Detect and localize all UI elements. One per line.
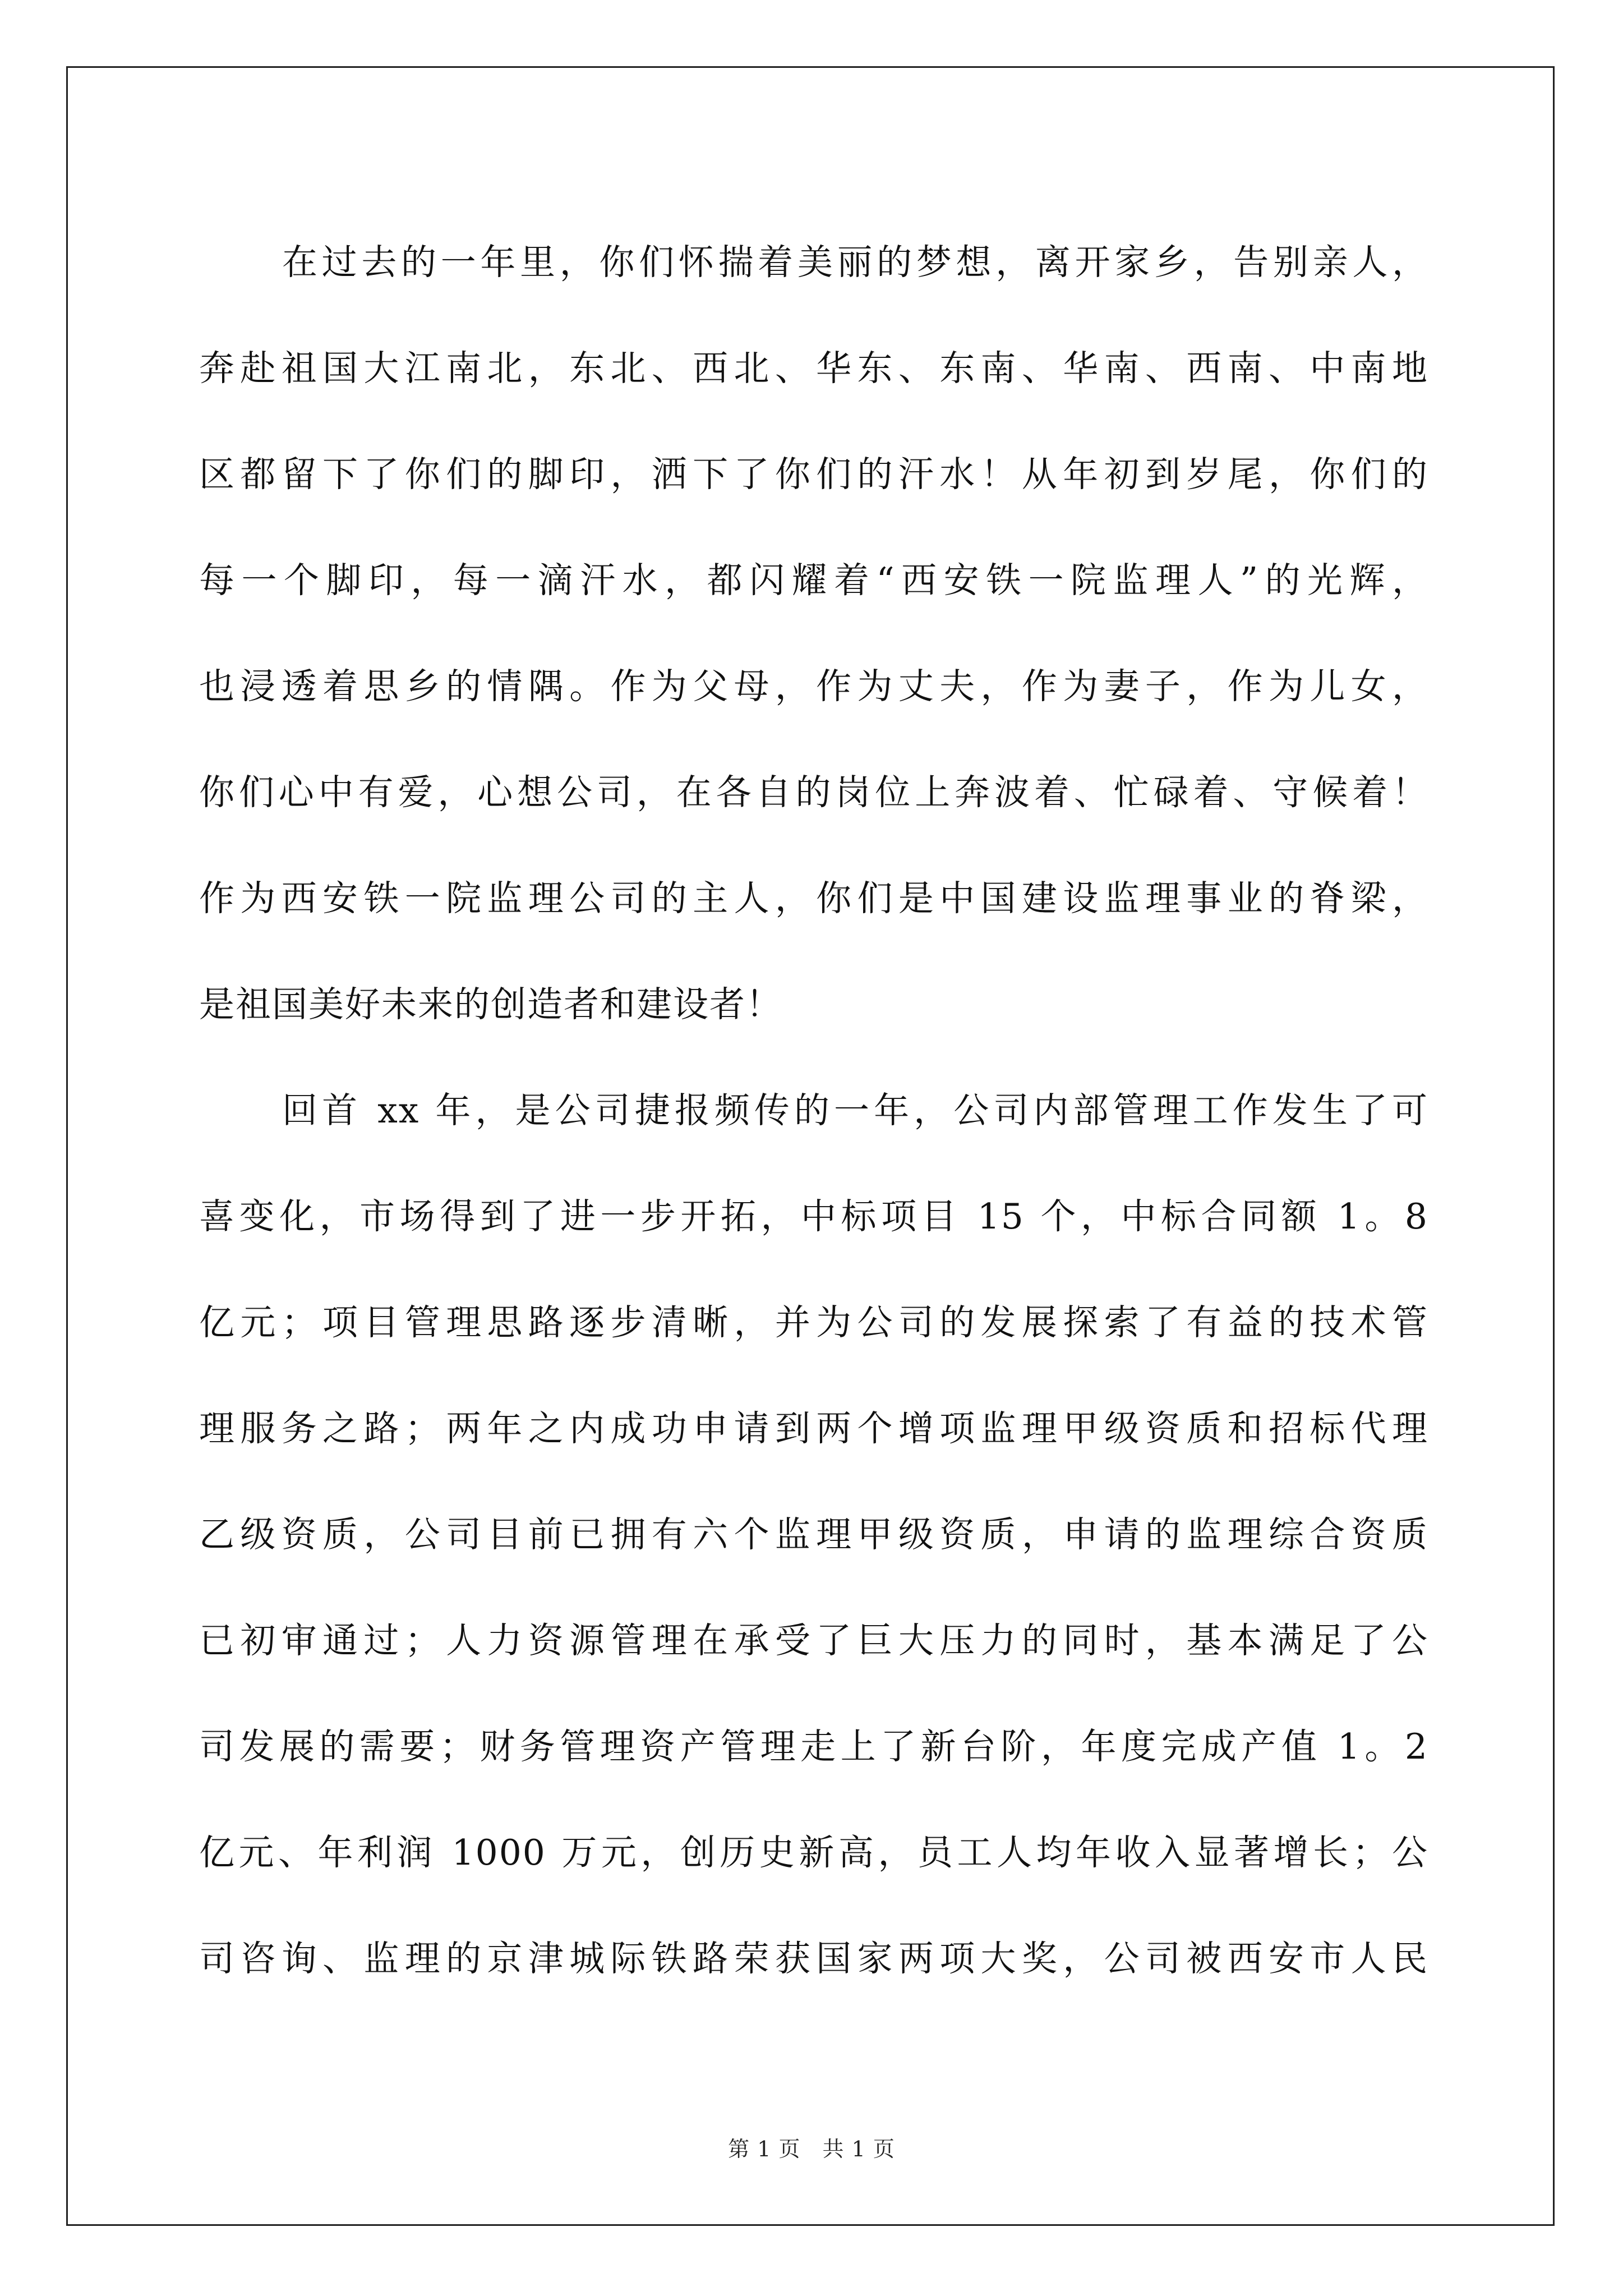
paragraph-line: 理服务之路；两年之内成功申请到两个增项监理甲级资质和招标代理: [199, 1408, 1428, 1449]
paragraph-line: 司发展的需要；财务管理资产管理走上了新台阶，年度完成产值 1。2: [199, 1726, 1428, 1767]
paragraph-line: 喜变化，市场得到了进一步开拓，中标项目 15 个，中标合同额 1。8: [199, 1196, 1428, 1237]
paragraph-line: 区都留下了你们的脚印，洒下了你们的汗水！从年初到岁尾，你们的: [199, 454, 1428, 495]
paragraph-line: 乙级资质，公司目前已拥有六个监理甲级资质，申请的监理综合资质: [199, 1514, 1428, 1555]
paragraph-line: 亿元；项目管理思路逐步清晰，并为公司的发展探索了有益的技术管: [199, 1302, 1428, 1343]
paragraph-line: 司咨询、监理的京津城际铁路荣获国家两项大奖，公司被西安市人民: [199, 1938, 1428, 1979]
paragraph-1: [199, 209, 1428, 1057]
paragraph-2: [199, 1057, 1428, 2012]
paragraph-line: 是祖国美好未来的创造者和建设者！: [199, 984, 782, 1025]
page-number-footer: 第 1 页 共 1 页: [728, 2137, 895, 2161]
paragraph-line: 回首 xx 年，是公司捷报频传的一年，公司内部管理工作发生了可: [282, 1090, 1428, 1131]
paragraph-line: 每一个脚印，每一滴汗水，都闪耀着“西安铁一院监理人”的光辉，: [199, 560, 1428, 601]
paragraph-line: 已初审通过；人力资源管理在承受了巨大压力的同时，基本满足了公: [199, 1620, 1428, 1661]
document-body: [199, 209, 1428, 2012]
paragraph-line: 在过去的一年里，你们怀揣着美丽的梦想，离开家乡，告别亲人，: [282, 242, 1428, 283]
paragraph-line: 也浸透着思乡的情隅。作为父母，作为丈夫，作为妻子，作为儿女，: [199, 666, 1428, 707]
paragraph-line: 奔赴祖国大江南北，东北、西北、华东、东南、华南、西南、中南地: [199, 348, 1428, 389]
paragraph-line: 你们心中有爱，心想公司，在各自的岗位上奔波着、忙碌着、守候着！: [199, 772, 1428, 813]
paragraph-line: 亿元、年利润 1000 万元，创历史新高，员工人均年收入显著增长；公: [199, 1832, 1428, 1873]
paragraph-line: 作为西安铁一院监理公司的主人，你们是中国建设监理事业的脊梁，: [199, 878, 1428, 919]
